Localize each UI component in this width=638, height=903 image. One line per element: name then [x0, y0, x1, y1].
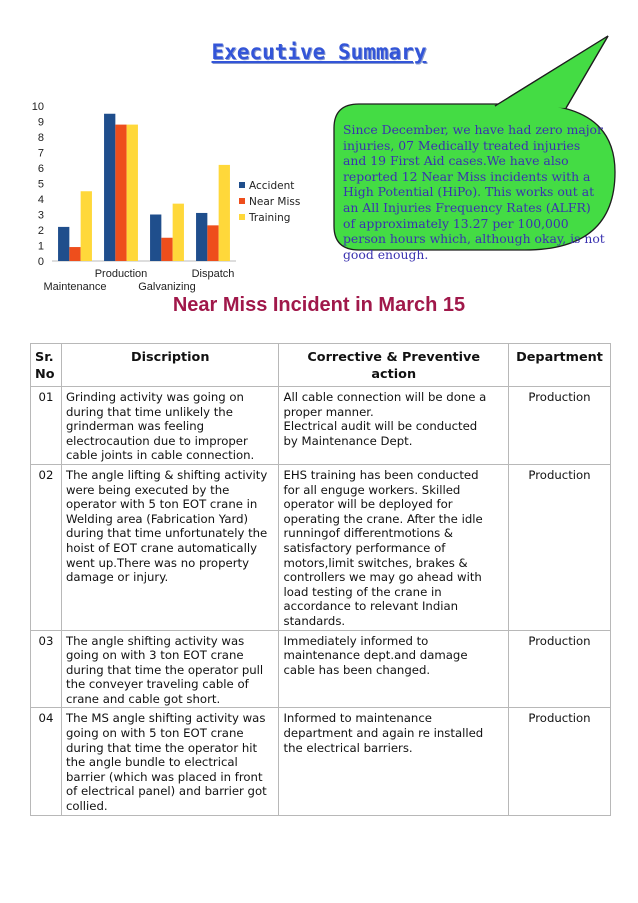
y-tick-label: 6 [37, 163, 44, 175]
y-tick-label: 3 [37, 209, 44, 222]
cell-corrective-action: EHS training has been conducted for all enguge workers. Skilled operator will be deployed for operating the crane. After the idle runningof differentmotions & satisfactory performance of motors,limit switches, brakes & controllers we may go ahead with load testing of the crane in accordance to relevant Indian standards. [279, 464, 509, 630]
cell-description: Grinding activity was going on during that time unlikely the grinderman was feeling electrocaution due to improper cable joints in cable connection. [61, 387, 279, 465]
legend-label: Training [249, 212, 291, 224]
cell-sr-no: 04 [31, 708, 62, 815]
cell-corrective-action: Informed to maintenance department and again re installed the electrical barriers. [279, 708, 509, 815]
x-tick-label: Galvanizing [138, 281, 196, 293]
x-tick-label: Dispatch [191, 268, 235, 280]
cell-department: Production [509, 708, 611, 815]
cell-corrective-action: All cable connection will be done a proper manner. Electrical audit will be conducted by Maintenance Dept. [279, 387, 509, 465]
page-title: Executive Summary [211, 40, 427, 64]
cell-corrective-action: Immediately informed to maintenance dept.and damage cable has been changed. [279, 630, 509, 708]
cell-description: The MS angle shifting activity was going on with 5 ton EOT crane during that time the operator hit the angle bundle to electrical barrier (which was placed in front of electrical panel) and barrier got collied. [61, 708, 279, 815]
cell-description: The angle shifting activity was going on with 3 ton EOT crane during that time the operator pull the conveyer traveling cable of crane and cable got short. [61, 630, 279, 708]
y-tick-label: 2 [37, 225, 44, 237]
cell-department: Production [509, 387, 611, 465]
y-tick-label: 0 [37, 256, 44, 268]
y-tick-label: 8 [37, 132, 44, 144]
legend-label: Near Miss [249, 196, 301, 208]
incident-table [30, 343, 611, 816]
table-row [31, 708, 611, 815]
cell-department: Production [509, 464, 611, 630]
y-tick-label: 4 [37, 194, 44, 206]
cell-sr-no: 03 [31, 630, 62, 708]
table-row [31, 630, 611, 708]
y-tick-label: 9 [37, 116, 44, 129]
x-tick-label: Production [94, 268, 148, 280]
table-row [31, 387, 611, 465]
header-department: Department [509, 344, 611, 387]
cell-sr-no: 02 [31, 464, 62, 630]
y-tick-label: 1 [37, 240, 44, 253]
cell-description: The angle lifting & shifting activity were being executed by the operator with 5 ton EOT crane in Welding area (Fabrication Yard) during that time unfortunately the hoist of EOT crane automatically went up.There was no property damage or injury. [61, 464, 279, 630]
callout-text: Since December, we have had zero major injuries, 07 Medically treated injuries and 19 First Aid cases.We have also reported 12 Near Miss incidents with a High Potential (HiPo). This works out at an All Injuries Frequency Rates (ALFR) of approximately 13.27 per 100,000 person hours which, although okay, is not good enough. [343, 122, 605, 262]
cell-sr-no: 01 [31, 387, 62, 465]
header-sr-no: Sr. No [31, 344, 62, 387]
section-title: Near Miss Incident in March 15 [172, 294, 466, 316]
legend-label: Accident [249, 180, 295, 192]
y-tick-label: 5 [37, 178, 44, 191]
table-row [31, 464, 611, 630]
header-corrective-action: Corrective & Preventive action [279, 344, 509, 387]
cell-department: Production [509, 630, 611, 708]
table-header-row [31, 344, 611, 387]
y-tick-label: 7 [37, 147, 44, 160]
header-description: Discription [61, 344, 279, 387]
x-tick-label: Maintenance [43, 281, 107, 293]
y-tick-label: 10 [31, 101, 44, 113]
